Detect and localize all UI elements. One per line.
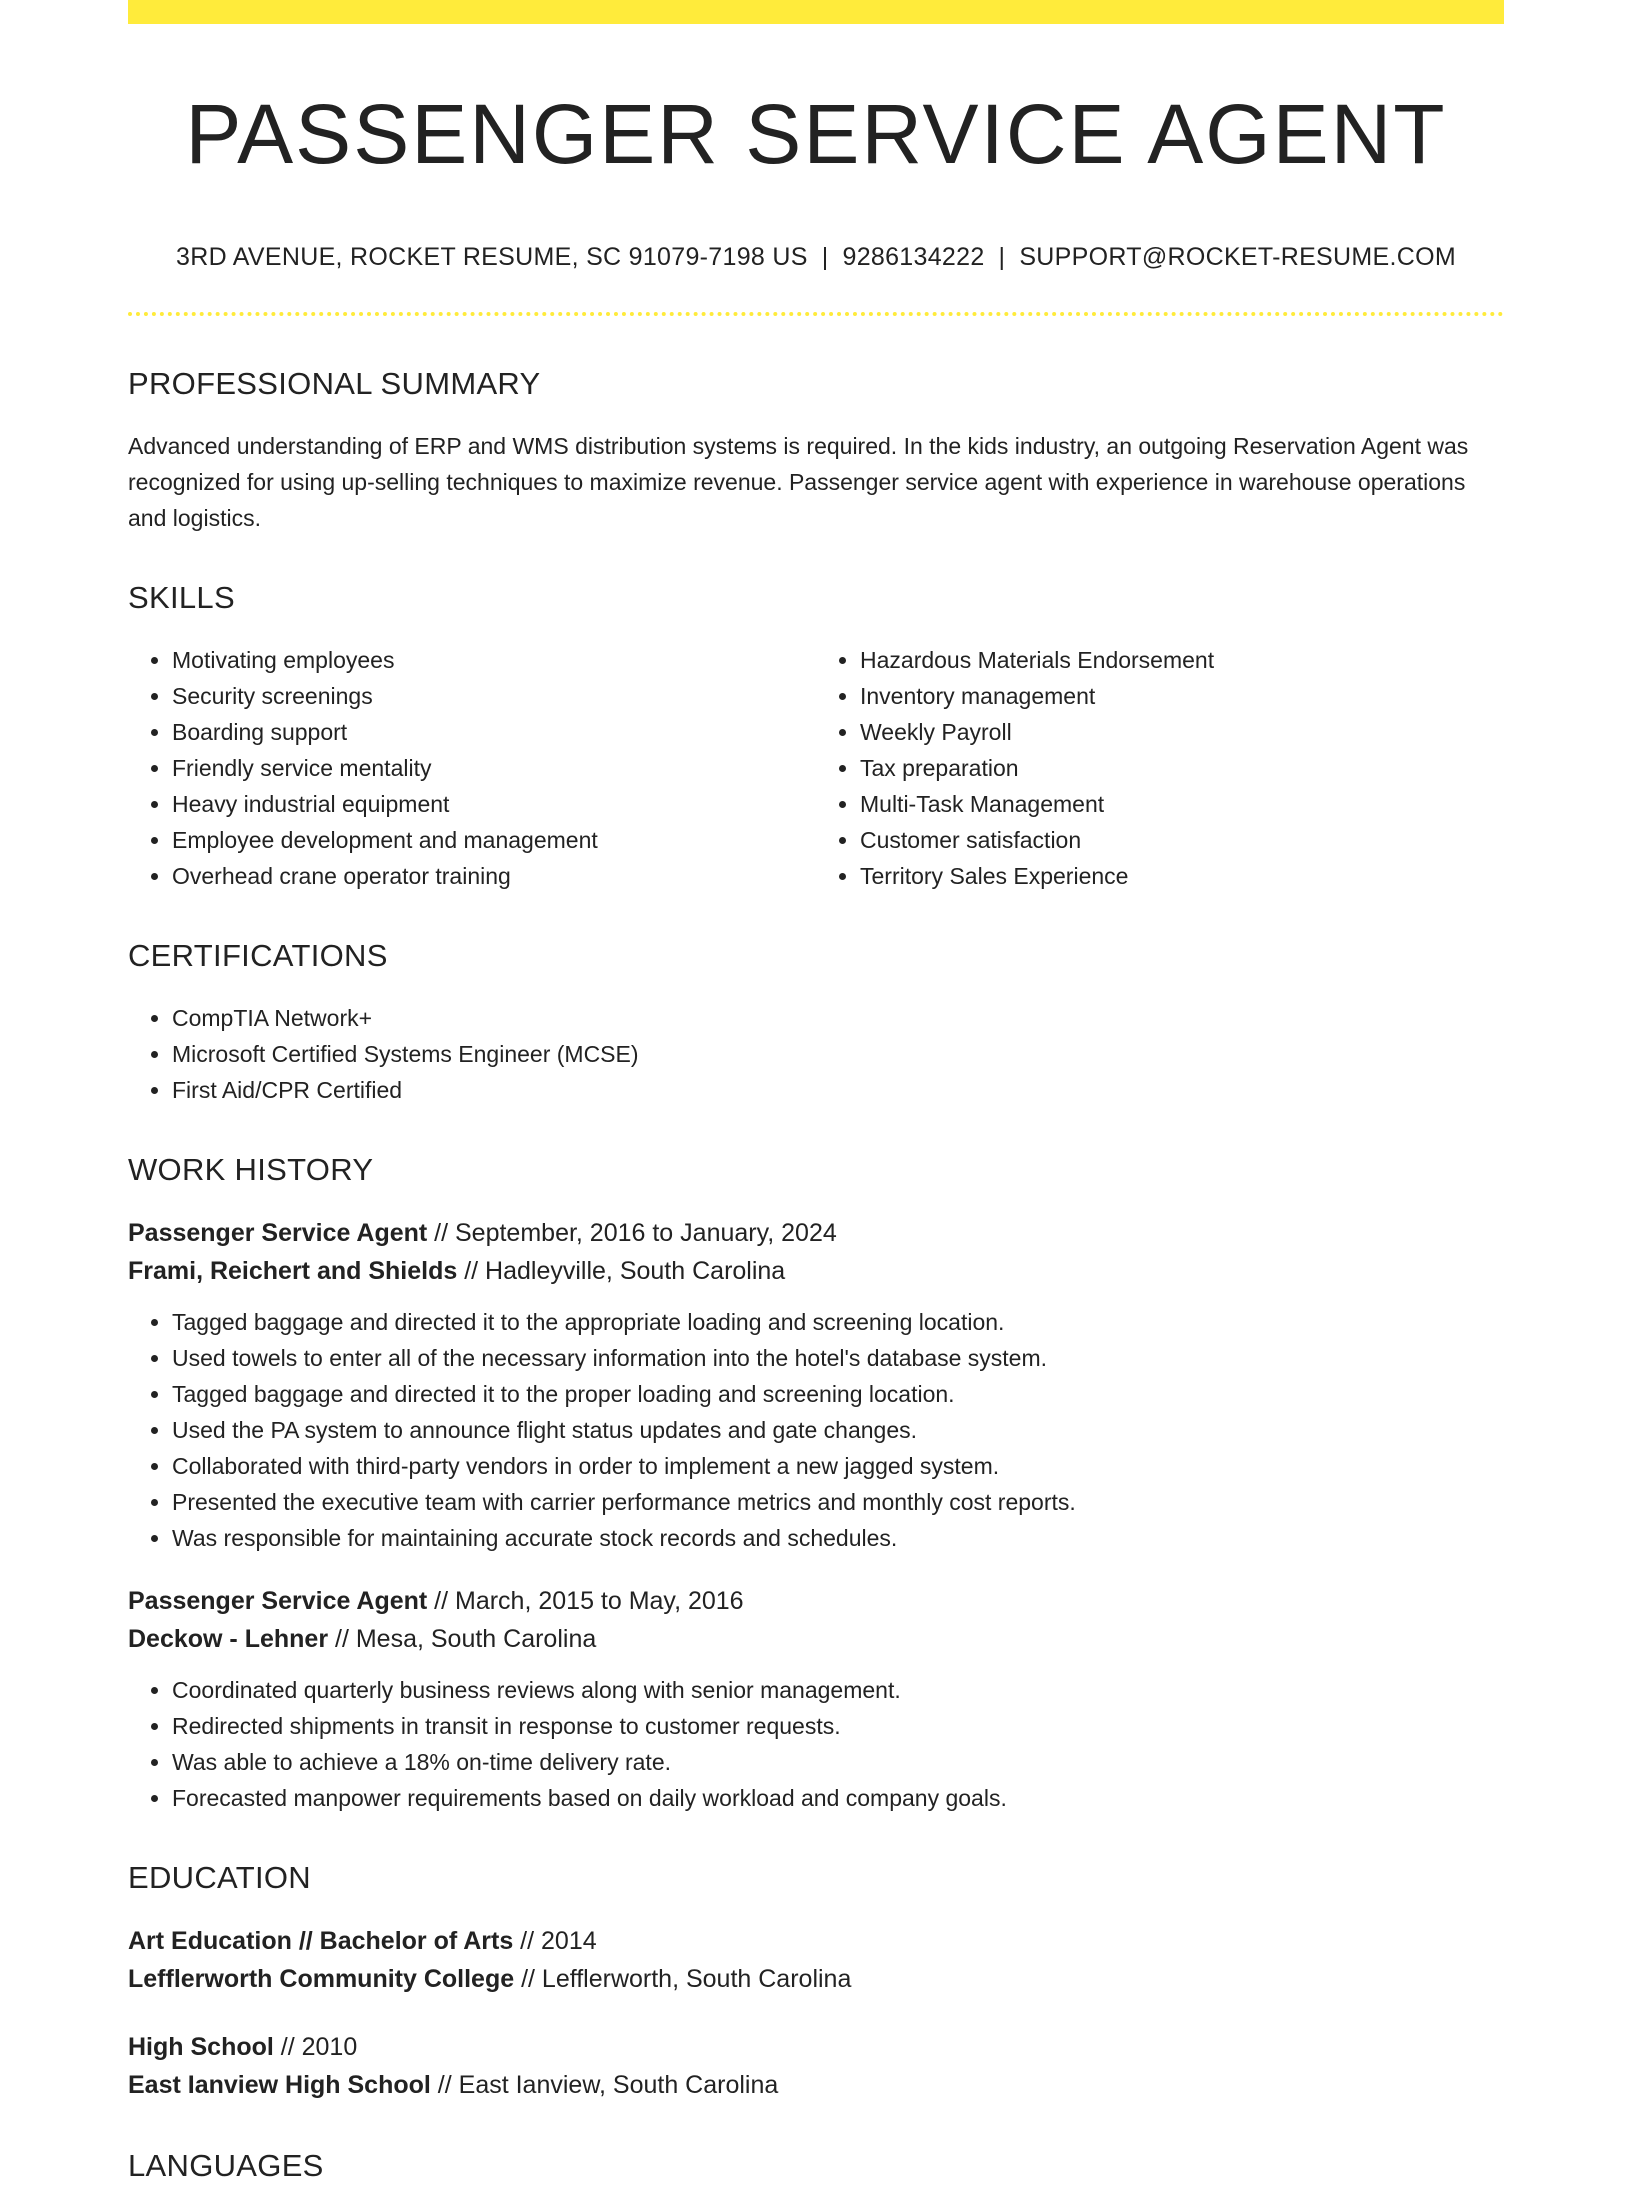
job-bullet: • Tagged baggage and directed it to the appropriate loading and screening location. [172, 1304, 1504, 1340]
summary-text: Advanced understanding of ERP and WMS distribution systems is required. In the kids industry, an outgoing Reservation Agent was recognized for using up-selling techniques to maximize revenue. Passenger service agent with experience in warehouse operations and logistics. [128, 432, 1469, 531]
summary-heading: PROFESSIONAL SUMMARY [128, 365, 541, 401]
job-company-line [128, 1620, 1504, 1658]
job-bullet: • Redirected shipments in transit in response to customer requests. [172, 1708, 1504, 1744]
skills-left-column [128, 642, 816, 894]
job-bullet: • Tagged baggage and directed it to the proper loading and screening location. [172, 1376, 1504, 1412]
job-entry [128, 1582, 1504, 1816]
job-company-line [128, 1252, 1504, 1290]
job-dates: // September, 2016 to January, 2024 [427, 1218, 837, 1247]
email: SUPPORT@ROCKET-RESUME.COM [1019, 242, 1456, 271]
education-degree-line [128, 1922, 1504, 1960]
certification-item: • CompTIA Network+ [172, 1000, 1504, 1036]
job-bullet: • Coordinated quarterly business reviews along with senior management. [172, 1672, 1504, 1708]
education-location: // East Ianview, South Carolina [430, 2070, 779, 2099]
work-history-heading: WORK HISTORY [128, 1151, 374, 1187]
phone: 9286134222 [842, 242, 985, 271]
separator: | [821, 242, 829, 271]
skill-item: • Multi-Task Management [860, 786, 1504, 822]
education-location: // Lefflerworth, South Carolina [514, 1964, 852, 1993]
job-entry [128, 1214, 1504, 1556]
skill-item: • Heavy industrial equipment [172, 786, 816, 822]
skill-item: • Tax preparation [860, 750, 1504, 786]
page-title: PASSENGER SERVICE AGENT [185, 87, 1447, 181]
skills-right-column [816, 642, 1504, 894]
education-school-line [128, 1960, 1504, 1998]
certifications-heading: CERTIFICATIONS [128, 937, 388, 973]
resume-content [128, 0, 1504, 2210]
skill-item: • Weekly Payroll [860, 714, 1504, 750]
job-title: Passenger Service Agent [128, 1218, 428, 1247]
skill-item: • Hazardous Materials Endorsement [860, 642, 1504, 678]
education-entry [128, 1922, 1504, 1998]
job-title-line [128, 1214, 1504, 1252]
job-location: // Hadleyville, South Carolina [457, 1256, 786, 1285]
education-degree: Art Education // Bachelor of Arts [128, 1926, 514, 1955]
job-location: // Mesa, South Carolina [328, 1624, 597, 1653]
education-year: // 2014 [513, 1926, 597, 1955]
skill-item: • Friendly service mentality [172, 750, 816, 786]
skills-list [128, 642, 1504, 894]
separator: | [998, 242, 1006, 271]
job-bullet: • Presented the executive team with carrier performance metrics and monthly cost reports. [172, 1484, 1504, 1520]
skills-heading: SKILLS [128, 579, 235, 615]
job-bullet: • Used towels to enter all of the necessary information into the hotel's database system. [172, 1340, 1504, 1376]
education-school: East Ianview High School [128, 2070, 431, 2099]
education-school: Lefflerworth Community College [128, 1964, 515, 1993]
skill-item: • Employee development and management [172, 822, 816, 858]
skill-item: • Customer satisfaction [860, 822, 1504, 858]
education-entry [128, 2028, 1504, 2104]
job-bullet: • Was responsible for maintaining accurate stock records and schedules. [172, 1520, 1504, 1556]
job-title-line [128, 1582, 1504, 1620]
skill-item: • Security screenings [172, 678, 816, 714]
education-school-line [128, 2066, 1504, 2104]
job-company: Deckow - Lehner [128, 1624, 329, 1653]
job-company: Frami, Reichert and Shields [128, 1256, 458, 1285]
job-bullets [128, 1304, 1504, 1556]
skill-item: • Overhead crane operator training [172, 858, 816, 894]
skill-item: • Inventory management [860, 678, 1504, 714]
skill-item: • Boarding support [172, 714, 816, 750]
top-accent-bar [128, 0, 1504, 24]
education-heading: EDUCATION [128, 1859, 311, 1895]
certification-item: • First Aid/CPR Certified [172, 1072, 1504, 1108]
skill-item: • Territory Sales Experience [860, 858, 1504, 894]
education-degree-line [128, 2028, 1504, 2066]
dotted-divider [128, 312, 1504, 316]
skill-item: • Motivating employees [172, 642, 816, 678]
job-bullets [128, 1672, 1504, 1816]
job-bullet: • Forecasted manpower requirements based on daily workload and company goals. [172, 1780, 1504, 1816]
job-bullet: • Was able to achieve a 18% on-time delivery rate. [172, 1744, 1504, 1780]
job-bullet: • Used the PA system to announce flight status updates and gate changes. [172, 1412, 1504, 1448]
languages-heading: LANGUAGES [128, 2147, 324, 2183]
job-dates: // March, 2015 to May, 2016 [427, 1586, 744, 1615]
education-year: // 2010 [273, 2032, 358, 2061]
certifications-list [128, 1000, 1504, 1108]
education-degree: High School [128, 2032, 274, 2061]
certification-item: • Microsoft Certified Systems Engineer (MCSE) [172, 1036, 1504, 1072]
job-title: Passenger Service Agent [128, 1586, 428, 1615]
contact-line [128, 243, 1504, 272]
address: 3RD AVENUE, ROCKET RESUME, SC 91079-7198 US [176, 242, 808, 271]
job-bullet: • Collaborated with third-party vendors in order to implement a new jagged system. [172, 1448, 1504, 1484]
